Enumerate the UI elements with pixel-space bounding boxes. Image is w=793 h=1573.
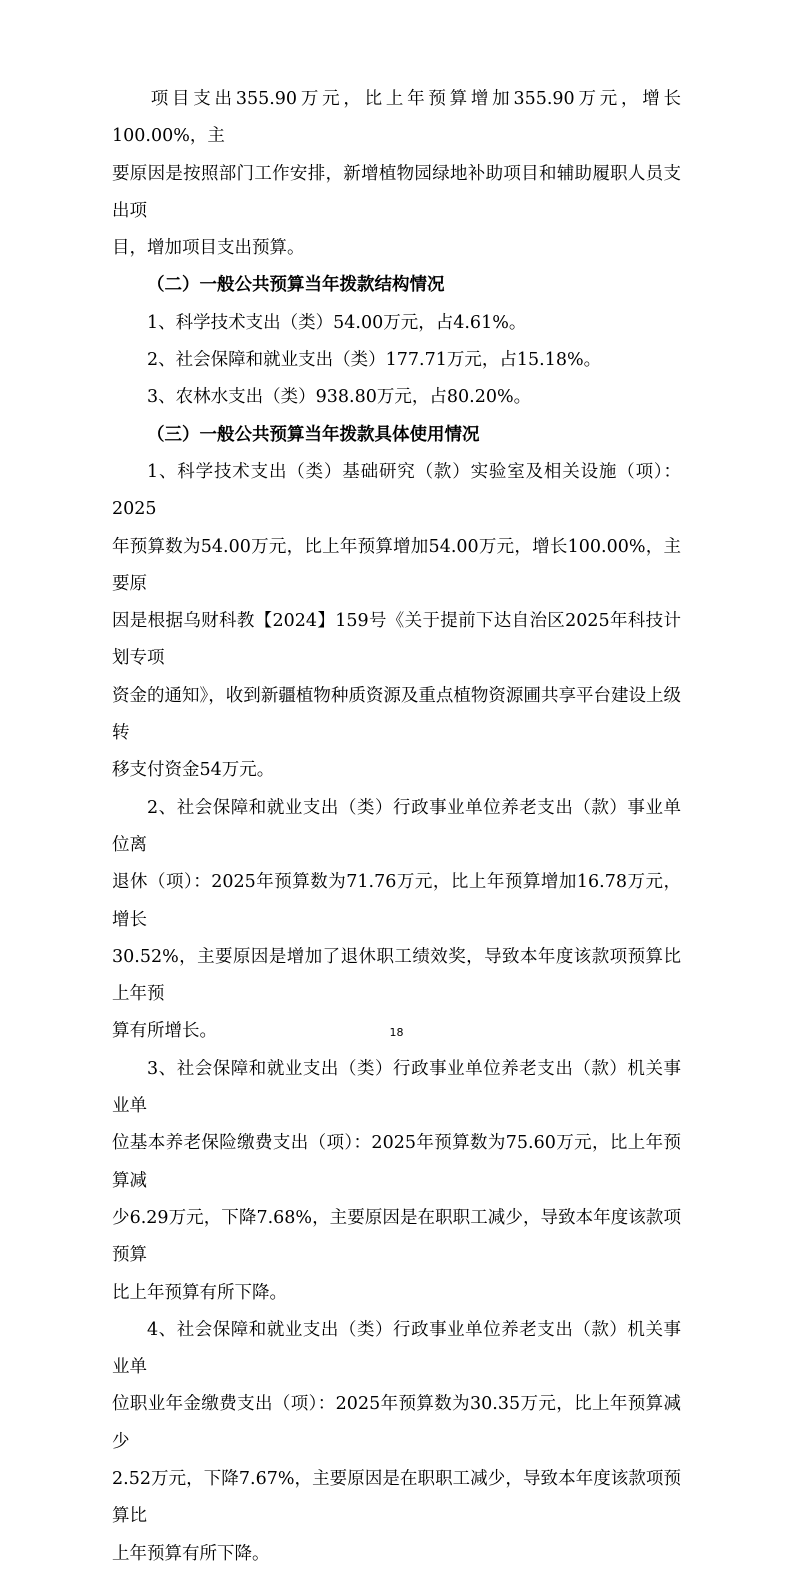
paragraph-line-p6-3: 算有所增长。: [112, 1021, 217, 1042]
paragraph-line-p7-0: 3、社会保障和就业支出（类）行政事业单位养老支出（款）机关事业单: [112, 1058, 681, 1117]
paragraph-line-p1-1: 要原因是按照部门工作安排，新增植物园绿地补助项目和辅助履职人员支出项: [112, 163, 681, 221]
paragraph-line-p4-0: 3、农林水支出（类）938.80万元，占80.20%。: [147, 387, 532, 408]
paragraph-line-p8-0: 4、社会保障和就业支出（类）行政事业单位养老支出（款）机关事业单: [112, 1319, 681, 1378]
paragraph-line-p5-0: 1、科学技术支出（类）基础研究（款）实验室及相关设施（项）：2025: [112, 461, 681, 520]
paragraph-line-p8-1: 位职业年金缴费支出（项）：2025年预算数为30.35万元，比上年预算减少: [112, 1394, 681, 1452]
paragraph-line-p7-2: 少6.29万元，下降7.68%，主要原因是在职职工减少，导致本年度该款项预算: [112, 1207, 681, 1266]
paragraph-line-p5-3: 资金的通知》，收到新疆植物种质资源及重点植物资源圃共享平台建设上级转: [112, 685, 681, 744]
paragraph-line-p1-0: 项目支出355.90万元，比上年预算增加355.90万元，增长100.00%，主: [112, 89, 681, 147]
page-number: 18: [389, 1026, 404, 1039]
section-heading-h2-0: （二）一般公共预算当年拨款结构情况: [147, 275, 445, 296]
paragraph-line-p5-2: 因是根据乌财科教【2024】159号《关于提前下达自治区2025年科技计划专项: [112, 611, 681, 669]
paragraph-line-p3-0: 2、社会保障和就业支出（类）177.71万元，占15.18%。: [147, 350, 602, 371]
paragraph-line-p6-1: 退休（项）：2025年预算数为71.76万元，比上年预算增加16.78万元，增长: [112, 872, 681, 930]
paragraph-line-p6-0: 2、社会保障和就业支出（类）行政事业单位养老支出（款）事业单位离: [112, 797, 681, 855]
paragraph-line-p8-2: 2.52万元，下降7.67%，主要原因是在职职工减少，导致本年度该款项预算比: [112, 1468, 681, 1527]
paragraph-line-p2-0: 1、科学技术支出（类）54.00万元，占4.61%。: [147, 312, 527, 333]
paragraph-line-p8-3: 上年预算有所下降。: [112, 1543, 270, 1564]
paragraph-line-p7-1: 位基本养老保险缴费支出（项）：2025年预算数为75.60万元，比上年预算减: [112, 1133, 681, 1191]
section-heading-h3-0: （三）一般公共预算当年拨款具体使用情况: [147, 424, 480, 445]
paragraph-line-p7-3: 比上年预算有所下降。: [112, 1282, 287, 1303]
paragraph-line-p5-4: 移支付资金54万元。: [112, 760, 275, 781]
paragraph-line-p5-1: 年预算数为54.00万元，比上年预算增加54.00万元，增长100.00%，主要原: [112, 536, 681, 594]
document-body: [112, 81, 681, 1573]
paragraph-line-p1-2: 目，增加项目支出预算。: [112, 238, 305, 259]
paragraph-line-p6-2: 30.52%，主要原因是增加了退休职工绩效奖，导致本年度该款项预算比上年预: [112, 946, 681, 1005]
